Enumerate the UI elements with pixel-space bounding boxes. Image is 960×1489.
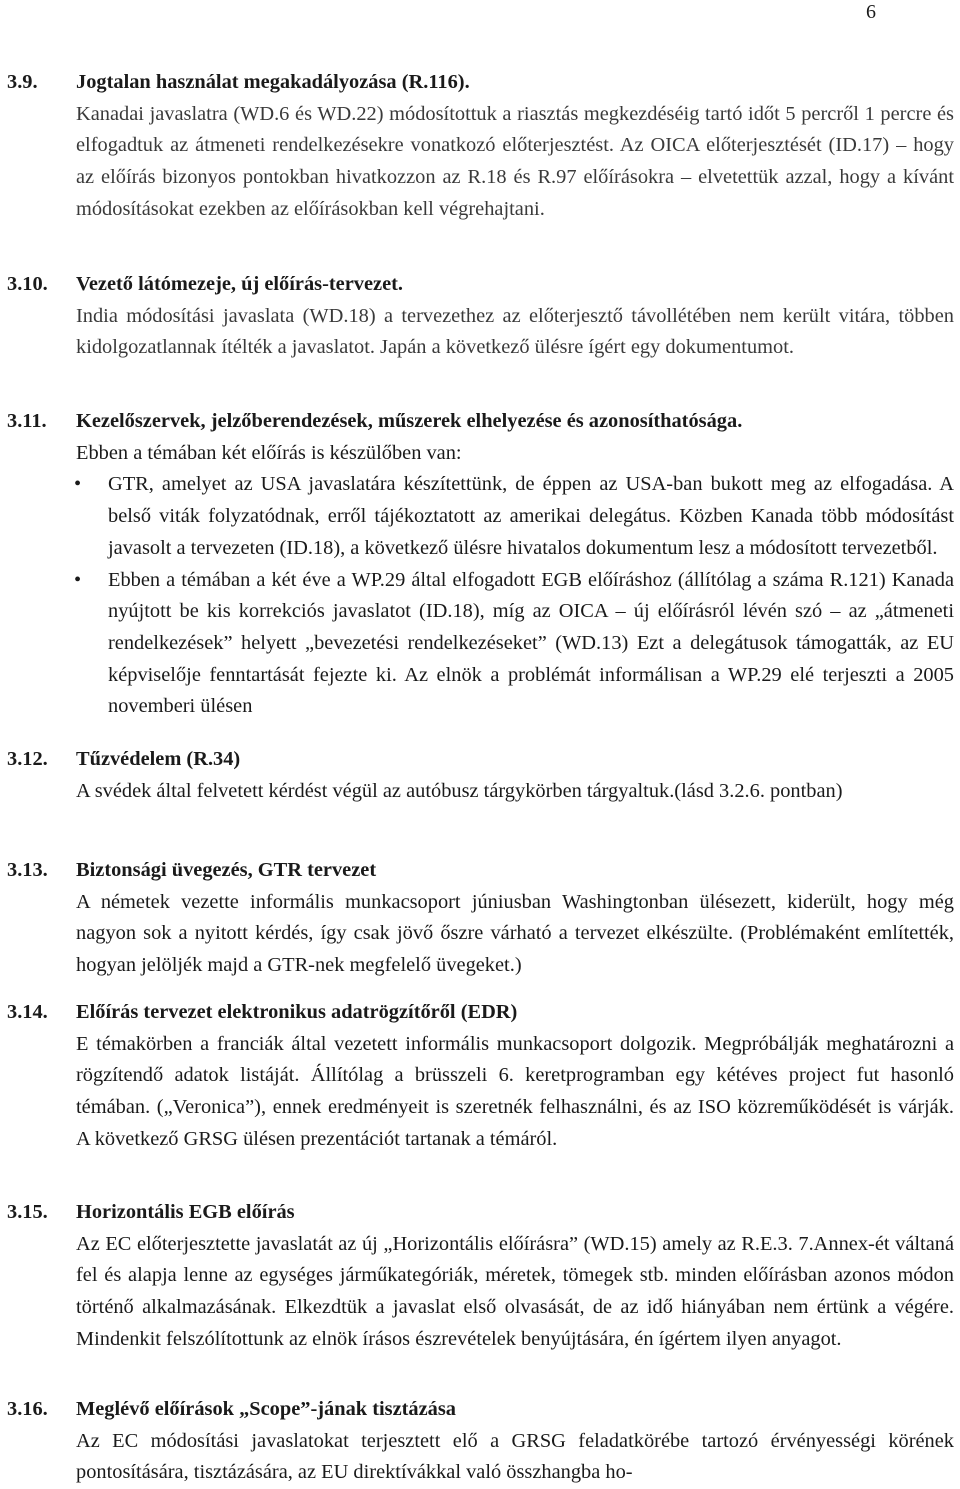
section-3-15	[0, 1197, 960, 1356]
bullet-icon: •	[74, 473, 82, 496]
section-number: 3.14.	[7, 1001, 48, 1023]
bullet-icon: •	[74, 568, 82, 591]
list-item	[76, 469, 954, 564]
section-3-10	[0, 269, 960, 364]
section-3-9	[0, 67, 960, 226]
section-3-16	[0, 1394, 960, 1489]
section-paragraph: Az EC módosítási javaslatokat terjesztett elő a GRSG feladatkörébe tartozó érvényességi körének pontosítására, tisztázására, az EU direktívákkal való összhangba ho-	[76, 1429, 954, 1484]
section-title: Meglévő előírások „Scope”-jának tisztázása	[76, 1398, 457, 1420]
section-paragraph: India módosítási javaslata (WD.18) a tervezethez az előterjesztő távollétében nem került vitára, többen kidolgozatlannak ítélték a javaslatot. Japán a következő ülésre ígért egy dokumentumot.	[76, 304, 954, 359]
section-title: Horizontális EGB előírás	[76, 1201, 295, 1223]
section-number: 3.16.	[7, 1398, 48, 1420]
section-number: 3.13.	[7, 859, 48, 881]
section-3-12	[0, 744, 960, 807]
section-number: 3.10.	[7, 273, 48, 295]
section-number: 3.9.	[7, 71, 38, 93]
list-item	[76, 565, 954, 724]
section-3-11	[0, 406, 960, 723]
section-paragraph: Kanadai javaslatra (WD.6 és WD.22) módosítottuk a riasztás megkezdéséig tartó időt 5 percről 1 percre és elfogadtuk az átmeneti rendelkezésekre vonatkozó előterjesztést. Az OICA előterjesztését (ID.17) – hogy az előírás bizonyos pontokban hivatkozzon az R.18 és R.97 előírásokra – elvetettük azzal, hogy a kívánt módosításokat ezekben az előírásokban kell végrehajtani.	[76, 102, 954, 220]
list-item-text: Ebben a témában a két éve a WP.29 által elfogadott EGB előíráshoz (állítólag a száma R.121) Kanada nyújtott be kis korrekciós javaslatot (ID.18), míg az OICA – új előírásról lévén szó – az „átmeneti rendelkezések” helyett „bevezetési rendelkezéseket” (WD.13) Ezt a delegátusok támogatták, az EU képviselője fenntartását fejezte ki. Az elnök a problémát informálisan a WP.29 elé terjeszti a 2005 novemberi ülésen	[108, 568, 954, 718]
section-intro: Ebben a témában két előírás is készülőben van:	[76, 441, 462, 464]
section-title: Biztonsági üvegezés, GTR tervezet	[76, 859, 377, 881]
section-number: 3.11.	[7, 410, 47, 432]
section-number: 3.12.	[7, 748, 48, 770]
section-paragraph: Az EC előterjesztette javaslatát az új „Horizontális előírásra” (WD.15) amely az R.E.3. 7.Annex-ét váltaná fel és alapja lenne az egységes járműkategóriák, méretek, tömegek stb. minden előírásban azonos módon történő alkalmazásának. Elkezdtük a javaslat első olvasását, de az idő hiányában nem értünk a végére. Mindenkit felszólítottunk az elnök írásos észrevételek benyújtására, én ígértem ilyen anyagot.	[76, 1232, 954, 1350]
section-title: Tűzvédelem (R.34)	[76, 748, 241, 770]
section-paragraph: A svédek által felvetett kérdést végül az autóbusz tárgykörben tárgyaltuk.(lásd 3.2.6. pontban)	[76, 779, 843, 802]
section-number: 3.15.	[7, 1201, 48, 1223]
section-title: Kezelőszervek, jelzőberendezések, műszerek elhelyezése és azonosíthatósága.	[76, 410, 743, 432]
section-3-14	[0, 997, 960, 1156]
bullet-list	[0, 469, 954, 723]
section-paragraph: E témakörben a franciák által vezetett informális munkacsoport dolgozik. Megpróbálják meghatározni a rögzítendő adatok listáját. Állítólag a brüsszeli 6. keretprogramban egy kétéves project fut hasonló témában. („Veronica”), ennek eredményeit is szeretnék felhasználni, és az ISO közreműködését is várják. A következő GRSG ülésen prezentációt tartanak a témáról.	[76, 1032, 954, 1150]
list-item-text: GTR, amelyet az USA javaslatára készítettünk, de éppen az USA-ban bukott meg az elfogadása. A belső viták folyzatódnak, erről tájékoztatott az amerikai delegátus. Közben Kanada több módosítást javasolt a tervezeten (ID.18), a következő ülésre hivatalos dokumentum lesz a módosított tervezetből.	[108, 473, 954, 559]
section-paragraph: A németek vezette informális munkacsoport júniusban Washingtonban ülésezett, kiderült, hogy még nagyon sok a nyitott kérdés, így csak jövő őszre várható a tervezet elkészülte. (Problémaként említették, hogyan jelöljék majd a GTR-nek megfelelő üvegeket.)	[76, 890, 954, 977]
section-title: Jogtalan használat megakadályozása (R.116).	[76, 71, 470, 93]
section-3-13	[0, 855, 960, 982]
section-title: Előírás tervezet elektronikus adatrögzítőről (EDR)	[76, 1001, 518, 1023]
section-title: Vezető látómezeje, új előírás-tervezet.	[76, 273, 404, 295]
page-number: 6	[866, 1, 876, 23]
